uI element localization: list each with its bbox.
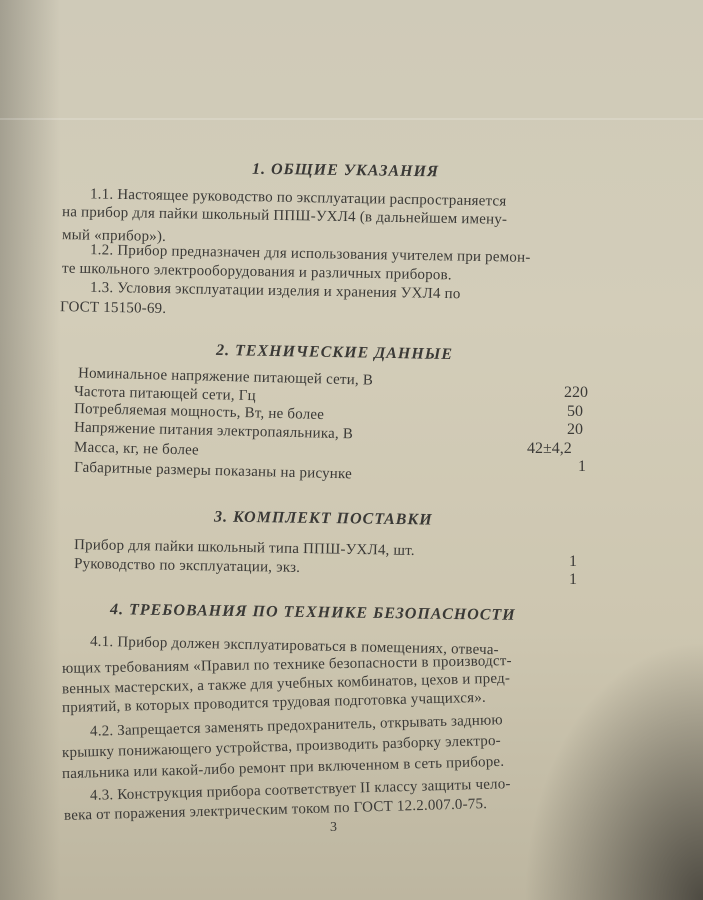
supply-row-value: 1 [569,571,577,588]
page-shadow-left [0,0,60,900]
spec-row-value: 220 [564,384,588,401]
section-4-line-8: 4.3. Конструкция прибора соответствует II классу защиты чело- [89,776,511,804]
section-4-line-2: ющих требованиям «Правил по технике безопасности в производст- [61,653,512,677]
section-1-line-5: те школьного электрооборудования и различных приборов. [61,260,452,284]
section-1-line-1: 1.1. Настоящее руководство по эксплуатации распространяется [89,186,507,210]
section-4-line-6: крышку понижающего устройства, производить разборку электро- [61,732,502,762]
spec-row-label: Частота питающей сети, Гц [73,383,256,405]
spec-row-label: Потребляемая мощность, Вт, не более [73,400,325,424]
page-shadow-corner [523,640,703,900]
spec-row-label: Масса, кг, не более [73,439,200,459]
spec-row-value: 50 [567,403,583,420]
supply-row-label: Руководство по эксплуатации, экз. [73,556,301,576]
spec-row-value: 42±4,2 [527,440,572,457]
section-4-line-9: века от поражения электрическим током по ГОСТ 12.2.007.0-75. [63,796,488,824]
spec-row-value: 20 [567,421,583,438]
section-4-line-7: паяльника или какой-либо ремонт при включенном в сеть приборе. [61,753,505,783]
spec-row-label: Габаритные размеры показаны на рисунке [73,459,353,483]
section-4-line-4: приятий, в которых проводится трудовая подготовка учащихся». [61,689,487,717]
section-3-title: 3. КОМПЛЕКТ ПОСТАВКИ [213,508,433,529]
spec-row-label: Номинальное напряжение питающей сети, В [77,365,374,389]
page-number: 3 [330,820,337,835]
supply-row-label: Прибор для пайки школьный типа ППШ-УХЛ4, шт. [73,537,415,559]
section-4-line-5: 4.2. Запрещается заменять предохранитель, открывать заднюю [89,712,504,740]
section-4-title: 4. ТРЕБОВАНИЯ ПО ТЕХНИКЕ БЕЗОПАСНОСТИ [109,601,516,624]
section-4-line-3: венных мастерских, а также для учебных комбинатов, цехов и пред- [61,670,511,698]
section-1-line-6: 1.3. Условия эксплуатации изделия и хранения УХЛ4 по [89,279,461,303]
spec-row-label: Напряжение питания электропаяльника, В [73,419,354,443]
spec-row-value: 1 [578,458,586,475]
section-4-line-1: 4.1. Прибор должен эксплуатироваться в помещениях, отвеча- [89,633,500,659]
section-1-line-4: 1.2. Прибор предназначен для использования учителем при ремон- [89,242,531,266]
page-crease [0,118,703,120]
section-1-line-2: на прибор для пайки школьный ППШ-УХЛ4 (в дальнейшем имену- [61,204,508,228]
section-1-title: 1. ОБЩИЕ УКАЗАНИЯ [251,160,440,181]
section-1-line-7: ГОСТ 15150-69. [59,299,167,317]
section-1-line-3: мый «прибор»). [61,227,167,245]
section-2-title: 2. ТЕХНИЧЕСКИЕ ДАННЫЕ [215,341,454,364]
supply-row-value: 1 [569,553,577,570]
